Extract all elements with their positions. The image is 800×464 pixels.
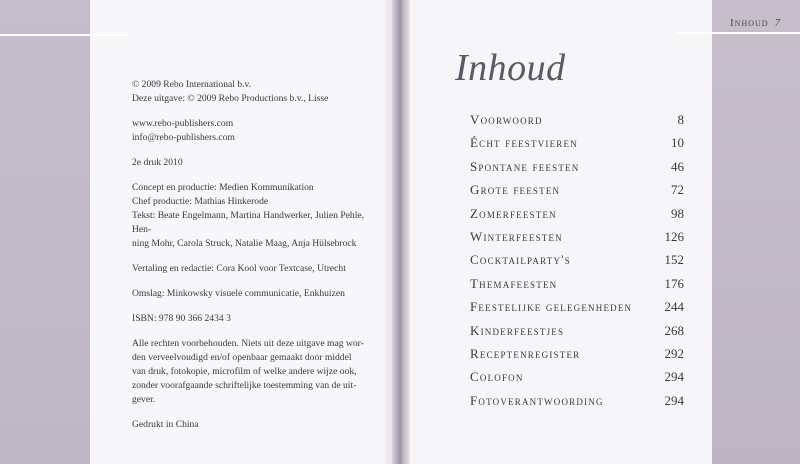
toc-entry-page: 294 [664, 392, 684, 408]
right-rule [676, 32, 800, 34]
toc-entry [470, 323, 684, 346]
toc-entry [470, 346, 684, 369]
toc-entry [470, 393, 684, 416]
toc-entry-page: 46 [671, 158, 684, 174]
running-head-title: Inhoud [730, 17, 769, 29]
toc-entry-label: Themafeesten [470, 275, 558, 291]
toc-title: Inhoud [455, 47, 566, 89]
web-block [132, 117, 382, 145]
credit-line: ning Mohr, Carola Struck, Natalie Maag, Anja Hülsebrock [132, 238, 357, 249]
toc-entry [470, 229, 684, 252]
toc-entry-page: 98 [671, 205, 684, 221]
toc-entry [470, 369, 684, 392]
credits-block [132, 181, 382, 251]
website: www.rebo-publishers.com [132, 118, 234, 129]
email: info@rebo-publishers.com [132, 132, 235, 143]
cover-credit: Omslag: Minkowsky visuele communicatie, Enkhuizen [132, 288, 345, 299]
toc-entry-label: Kinderfeestjes [470, 322, 565, 338]
toc-entry [470, 276, 684, 299]
toc-entry-label: Spontane feesten [470, 158, 580, 174]
toc-entry-label: Grote feesten [470, 182, 561, 198]
toc-entry [470, 206, 684, 229]
right-margin-band [712, 0, 800, 464]
copyright-line: © 2009 Rebo International b.v. [132, 79, 252, 90]
rights-line: den verveelvoudigd en/of openbaar gemaakt door middel [132, 352, 352, 363]
table-of-contents [470, 112, 684, 416]
toc-entry [470, 299, 684, 322]
toc-entry-label: Fotoverantwoording [470, 392, 604, 408]
credit-line: Chef productie: Mathias Hinkerode [132, 196, 269, 207]
toc-entry-page: 152 [664, 252, 684, 268]
rights-line: van druk, fotokopie, microfilm of welke andere wijze ook, [132, 366, 357, 377]
toc-entry-label: Cocktailparty's [470, 252, 571, 268]
toc-entry-page: 176 [664, 275, 684, 291]
rights-line: zonder voorafgaande schriftelijke toestemming van de uit- [132, 380, 357, 391]
toc-entry-label: Voorwoord [470, 112, 543, 127]
toc-entry-page: 294 [664, 369, 684, 385]
translation: Vertaling en redactie: Cora Kool voor Textcase, Utrecht [132, 263, 346, 274]
toc-entry-label: Colofon [470, 369, 524, 385]
toc-entry-page: 8 [677, 112, 684, 127]
edition: 2e druk 2010 [132, 157, 183, 168]
left-rule [0, 34, 128, 36]
toc-entry-page: 268 [664, 322, 684, 338]
toc-entry-page: 10 [671, 135, 684, 151]
copyright-line: Deze uitgave: © 2009 Rebo Productions b.v., Lisse [132, 93, 329, 104]
rights-line: gever. [132, 394, 156, 405]
toc-entry [470, 159, 684, 182]
toc-entry [470, 112, 684, 135]
toc-entry-label: Zomerfeesten [470, 205, 557, 221]
toc-entry-page: 244 [664, 299, 684, 315]
toc-entry-label: Winterfeesten [470, 228, 563, 244]
book-gutter [392, 0, 410, 464]
toc-entry-page: 72 [671, 182, 684, 198]
toc-entry-label: Feestelijke gelegenheden [470, 299, 633, 315]
running-head-page: 7 [774, 17, 782, 29]
toc-entry-label: Receptenregister [470, 345, 581, 361]
printed-in: Gedrukt in China [132, 419, 199, 430]
toc-entry [470, 182, 684, 205]
toc-entry [470, 135, 684, 158]
colophon [132, 78, 382, 443]
running-head [730, 17, 781, 29]
rights-line: Alle rechten voorbehouden. Niets uit deze uitgave mag wor- [132, 338, 364, 349]
copyright-block [132, 78, 382, 106]
credit-line: Concept en productie: Medien Kommunikation [132, 182, 314, 193]
rights-block [132, 337, 382, 407]
isbn: ISBN: 978 90 366 2434 3 [132, 313, 231, 324]
left-margin-band [0, 0, 90, 464]
toc-entry-label: Écht feestvieren [470, 135, 578, 151]
credit-line: Tekst: Beate Engelmann, Martina Handwerker, Julien Pehle, Hen- [132, 210, 365, 235]
toc-entry-page: 292 [664, 345, 684, 361]
toc-entry [470, 252, 684, 275]
toc-entry-page: 126 [664, 228, 684, 244]
